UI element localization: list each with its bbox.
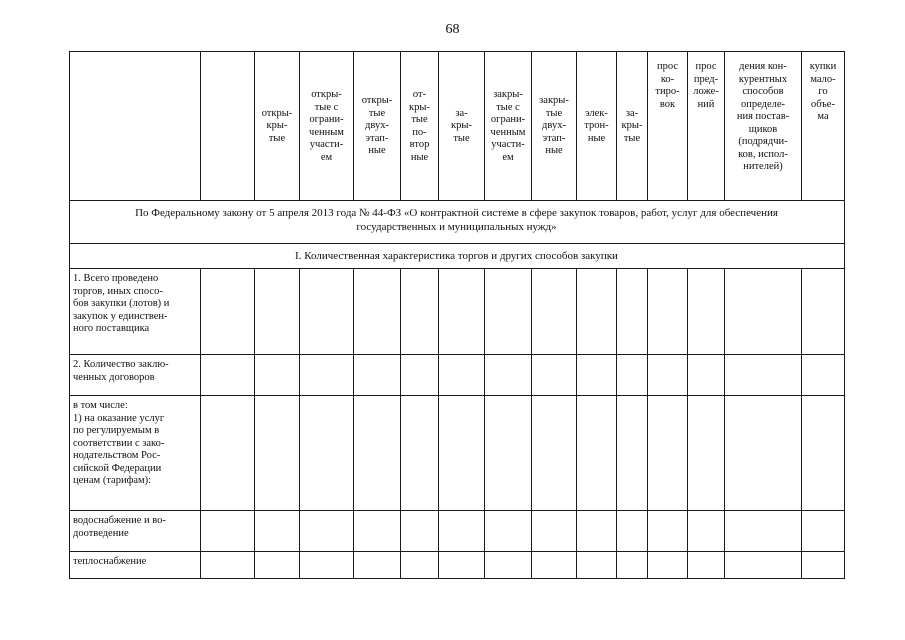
row-label: 2. Количество заклю- ченных договоров xyxy=(73,359,169,383)
body-column-line xyxy=(484,268,485,578)
procurement-table xyxy=(69,51,844,578)
table-border-right xyxy=(844,51,845,579)
row-label: в том числе: 1) на оказание услуг по регулируемым в соответствии с зако- нодательством Рос- сийской Федерации ценам (тарифам): xyxy=(73,400,165,486)
body-column-line xyxy=(438,268,439,578)
header-separator xyxy=(69,200,845,201)
body-column-line xyxy=(200,268,201,578)
body-column-line xyxy=(254,268,255,578)
column-header: дения кон- курентных способов определе- ния постав- щиков (подрядчи- ков, испол- нителей) xyxy=(736,61,790,172)
body-column-line xyxy=(687,268,688,578)
body-column-line xyxy=(400,268,401,578)
column-header: купки мало- го объе- ма xyxy=(809,61,837,122)
section-separator xyxy=(69,268,845,269)
row-separator xyxy=(69,354,845,355)
column-header: закры- тые с ограни- ченным участи- ем xyxy=(490,89,526,163)
body-column-line xyxy=(724,268,725,578)
body-column-line xyxy=(531,268,532,578)
table-border-bottom xyxy=(69,578,845,579)
row-label: 1. Всего проведено торгов, иных спосо- бов закупки (лотов) и закупок у единствен- ного поставщика xyxy=(73,273,170,334)
body-column-line xyxy=(801,268,802,578)
row-label: теплоснабжение xyxy=(73,556,147,567)
column-header: откры- тые с ограни- ченным участи- ем xyxy=(309,89,344,163)
column-header: прос ко- тиро- вок xyxy=(655,61,680,110)
table-border-top xyxy=(69,51,845,52)
row-label: водоснабжение и во- доотведение xyxy=(73,515,166,539)
law-banner: По Федеральному закону от 5 апреля 2013 года № 44-ФЗ «О контрактной системе в сфере закупок товаров, работ, услуг для обеспечения государственных и муниципальных нужд» xyxy=(135,207,778,233)
row-separator xyxy=(69,510,845,511)
column-header: откры- тые двух- этап- ные xyxy=(361,95,393,157)
column-header: элек- трон- ные xyxy=(584,107,609,144)
header-column-line xyxy=(200,51,201,200)
column-header: от- кры- тые по- втор ные xyxy=(409,89,430,163)
body-column-line xyxy=(647,268,648,578)
row-separator xyxy=(69,395,845,396)
column-header: прос пред- ложе- ний xyxy=(693,61,719,110)
banner-separator xyxy=(69,243,845,244)
body-column-line xyxy=(353,268,354,578)
body-column-line xyxy=(616,268,617,578)
row-separator xyxy=(69,551,845,552)
body-column-line xyxy=(299,268,300,578)
section-title: I. Количественная характеристика торгов и других способов закупки xyxy=(295,250,618,262)
column-header: закры- тые двух- этап- ные xyxy=(539,95,569,157)
column-header: за- кры- тые xyxy=(451,107,472,144)
column-header: за- кры- тые xyxy=(621,107,643,144)
column-header: откры- кры- тые xyxy=(261,107,293,144)
body-column-line xyxy=(576,268,577,578)
page-number: 68 xyxy=(445,22,460,37)
